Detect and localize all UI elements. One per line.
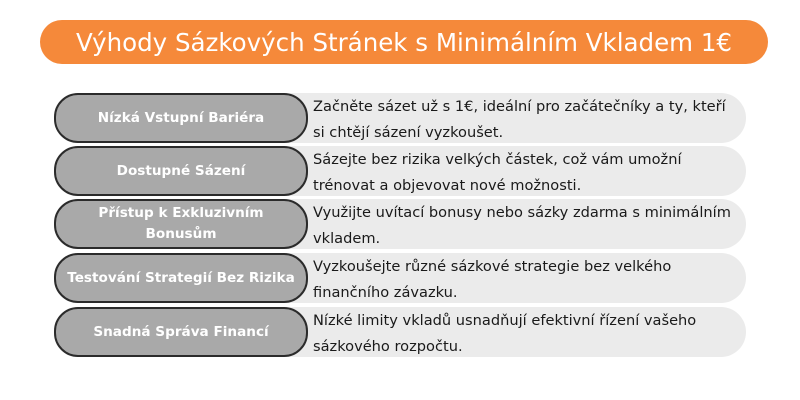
benefit-row — [54, 93, 746, 143]
benefit-label: Dostupné Sázení — [116, 162, 246, 179]
benefit-label-pill — [54, 199, 308, 249]
benefit-row — [54, 199, 746, 249]
benefit-description: Nízké limity vkladů usnadňují efektivní řízení vašeho sázkového rozpočtu. — [313, 312, 697, 355]
benefit-label-pill — [54, 93, 308, 143]
benefit-row — [54, 307, 746, 357]
benefit-description: Využijte uvítací bonusy nebo sázky zdarma s minimálním vkladem. — [313, 204, 731, 247]
benefit-description: Začněte sázet už s 1€, ideální pro začátečníky a ty, kteří si chtějí sázení vyzkoušet. — [313, 98, 726, 141]
benefit-label: Testování Strategií Bez Rizika — [67, 269, 295, 286]
benefit-row — [54, 146, 746, 196]
benefit-label-pill — [54, 253, 308, 303]
benefit-label: Snadná Správa Financí — [93, 323, 269, 340]
benefit-label-pill — [54, 307, 308, 357]
benefit-label-pill — [54, 146, 308, 196]
benefit-description: Sázejte bez rizika velkých částek, což vám umožní trénovat a objevovat nové možnosti. — [313, 151, 682, 194]
benefit-row — [54, 253, 746, 303]
benefit-label: Nízká Vstupní Bariéra — [97, 109, 265, 126]
page-title: Výhody Sázkových Stránek s Minimálním Vkladem 1€ — [75, 27, 733, 57]
benefit-label: Přístup k Exkluzivním Bonusům — [98, 205, 264, 242]
benefit-description: Vyzkoušejte různé sázkové strategie bez velkého finančního závazku. — [313, 258, 672, 301]
